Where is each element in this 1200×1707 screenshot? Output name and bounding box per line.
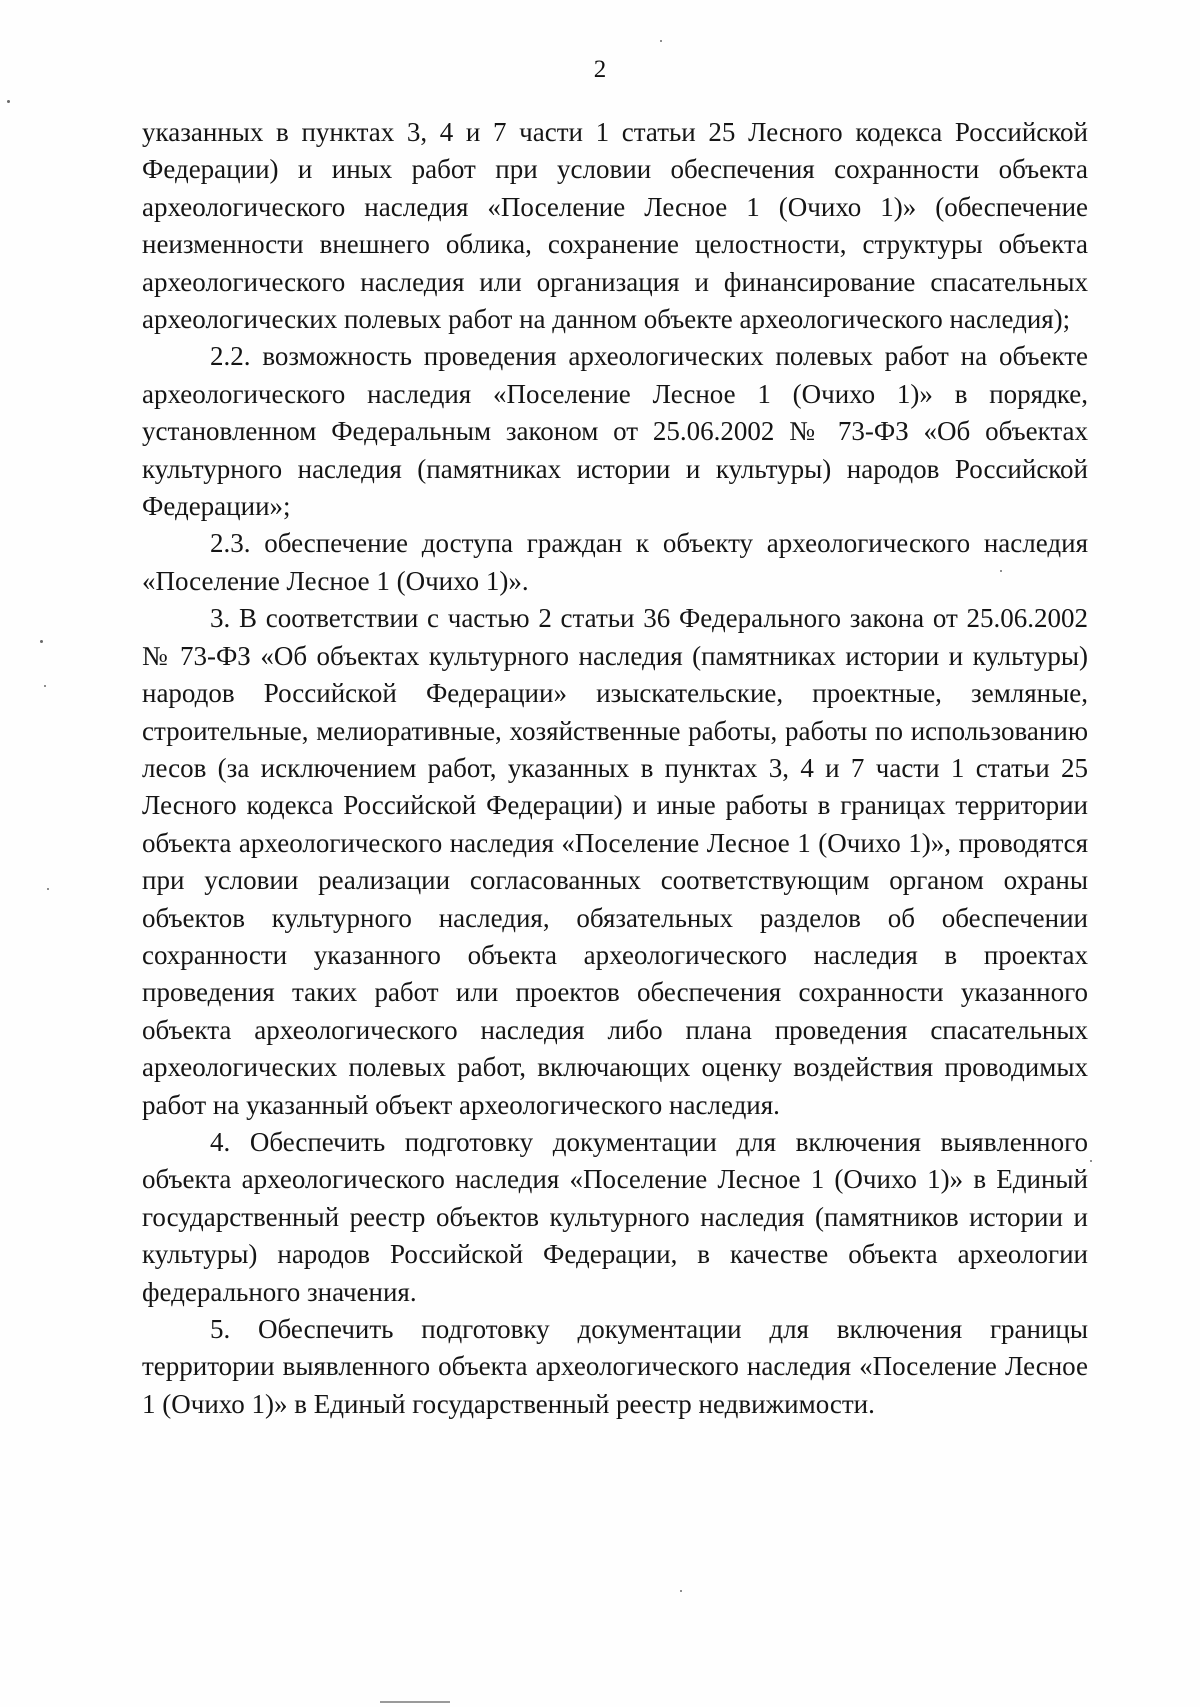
- page-number: 2: [593, 56, 607, 83]
- paragraph-2-2: 2.2. возможность проведения археологических полевых работ на объекте археологического наследия «Поселение Лесное 1 (Очихо 1)» в порядке, установленном Федеральным законом от 25.06.2002 № 73-ФЗ «Об объектах культурного наследия (памятниках истории и культуры) народов Российской Федерации»;: [142, 341, 1088, 522]
- scan-edge-line: [380, 1701, 450, 1703]
- scan-speck: [40, 640, 43, 643]
- scan-speck: [680, 1590, 682, 1592]
- paragraph-5: 5. Обеспечить подготовку документации для включения границы территории выявленного объекта археологического наследия «Поселение Лесное 1 (Очихо 1)» в Единый государственный реестр недвижимости.: [142, 1314, 1088, 1419]
- scan-speck: [1090, 1160, 1092, 1162]
- paragraph-3: 3. В соответствии с частью 2 статьи 36 Федерального закона от 25.06.2002 № 73-ФЗ «Об объектах культурного наследия (памятниках истории и культуры) народов Российской Федерации» изыскательские, проектные, земляные, строительные, мелиоративные, хозяйственные работы, работы по использованию лесов (за исключением работ, указанных в пунктах 3, 4 и 7 части 1 статьи 25 Лесного кодекса Российской Федерации) и иные работы в границах территории объекта археологического наследия «Поселение Лесное 1 (Очихо 1)», проводятся при условии реализации согласованных соответствующим органом охраны объектов культурного наследия, обязательных разделов об обеспечении сохранности указанного объекта археологического наследия в проектах проведения таких работ или проектов обеспечения сохранности указанного объекта археологического наследия либо плана проведения спасательных археологических полевых работ, включающих оценку воздействия проводимых работ на указанный объект археологического наследия.: [142, 603, 1088, 1120]
- scan-speck: [660, 40, 662, 42]
- document-body: [142, 114, 1088, 1423]
- paragraph-2-3: 2.3. обеспечение доступа граждан к объекту археологического наследия «Поселение Лесное 1 (Очихо 1)».: [142, 528, 1088, 596]
- scan-speck: [44, 685, 46, 687]
- scan-speck: [7, 100, 10, 103]
- scan-speck: [47, 888, 49, 890]
- scan-speck: [1000, 570, 1002, 572]
- paragraph-continuation: указанных в пунктах 3, 4 и 7 части 1 статьи 25 Лесного кодекса Российской Федерации) и иных работ при условии обеспечения сохранности объекта археологического наследия «Поселение Лесное 1 (Очихо 1)» (обеспечение неизменности внешнего облика, сохранение целостности, структуры объекта археологического наследия или организация и финансирование спасательных археологических полевых работ на данном объекте археологического наследия);: [142, 117, 1088, 335]
- paragraph-4: 4. Обеспечить подготовку документации для включения выявленного объекта археологического наследия «Поселение Лесное 1 (Очихо 1)» в Единый государственный реестр объектов культурного наследия (памятников истории и культуры) народов Российской Федерации, в качестве объекта археологии федерального значения.: [142, 1126, 1088, 1307]
